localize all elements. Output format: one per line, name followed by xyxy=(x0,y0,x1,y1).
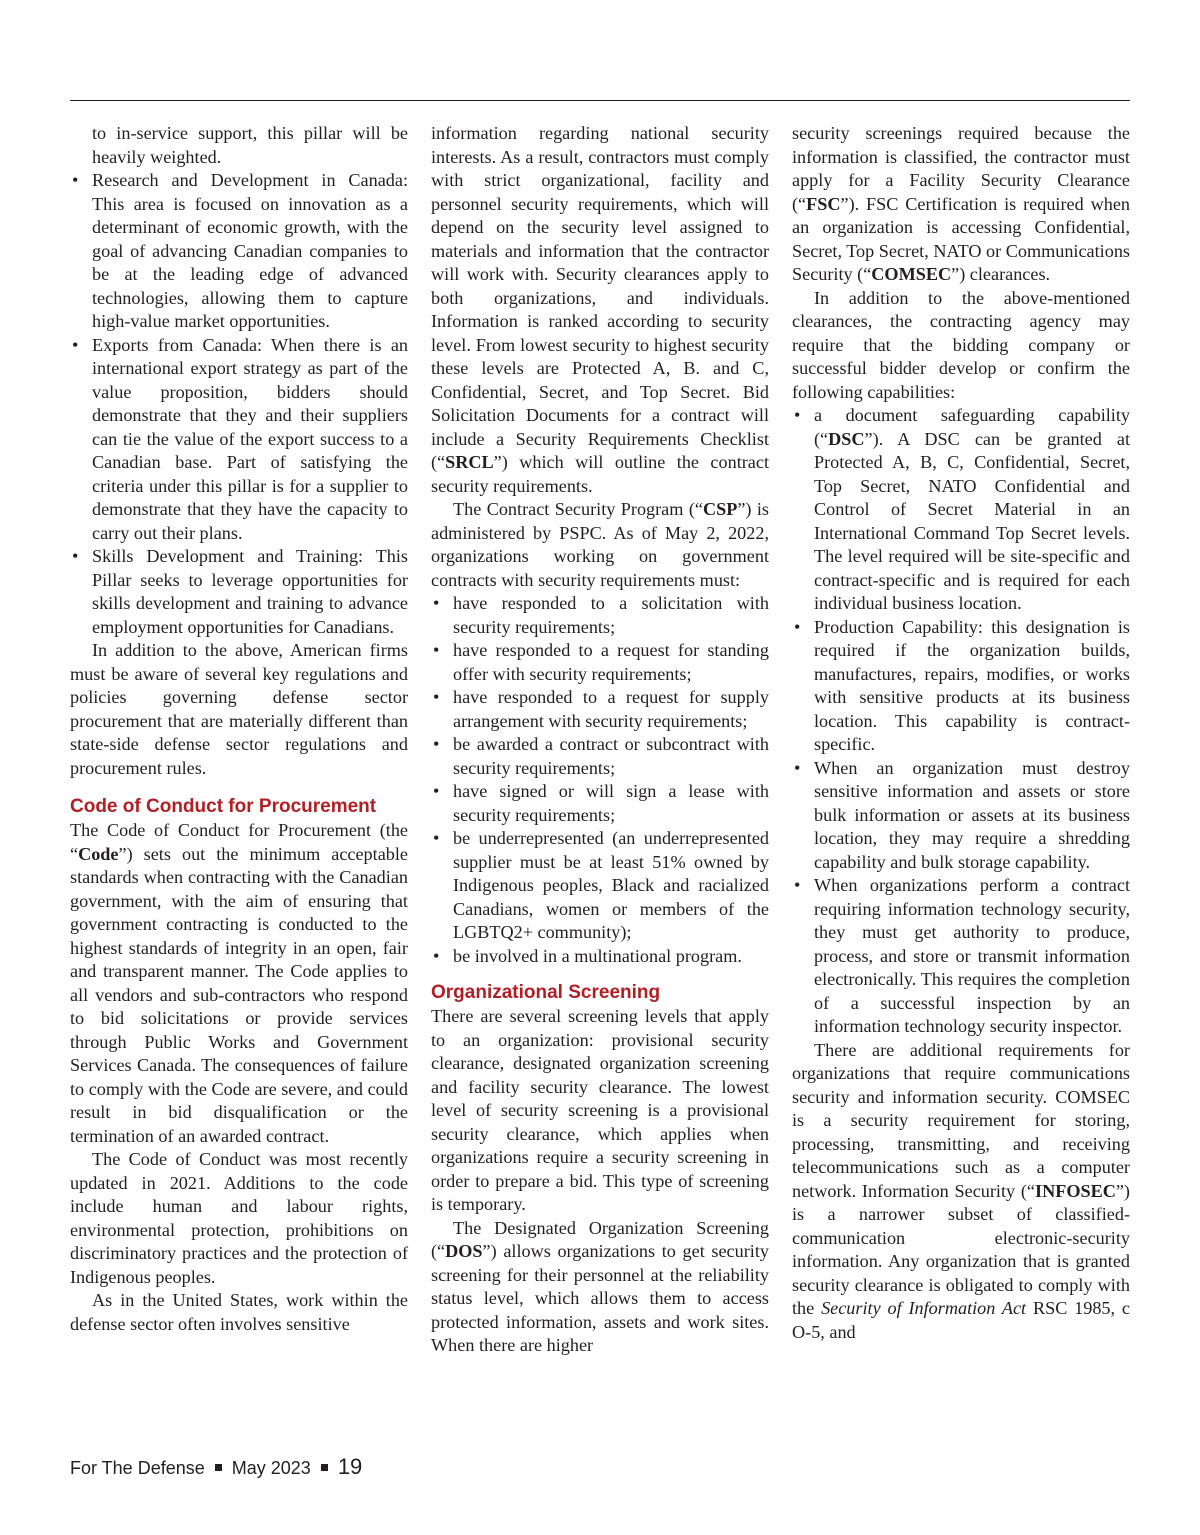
paragraph: In addition to the above, American firms must be aware of several key regulations and policies governing defense sector procurement that are materially different than state-side defense sector regulations and procurement rules. xyxy=(70,640,408,778)
paragraph: The Contract Security Program (“CSP”) is administered by PSPC. As of May 2, 2022, organizations working on government contracts with security requirements must: xyxy=(431,499,769,590)
list-item: • Exports from Canada: When there is an international export strategy as part of the value proposition, bidders should demonstrate that they and their suppliers can tie the value of the export success to a Canadian base. Part of satisfying the criteria under this pillar is for a supplier to demonstrate that they have the capacity to carry out their plans. xyxy=(70,334,408,546)
list-item: • a document safeguarding capability (“DSC”). A DSC can be granted at Protected A, B, C, Confidential, Secret, Top Secret, NATO Confidential and Control of Secret Material in an International Command Top Secret levels. The level required will be site-specific and contract-specific and is required for each individual business location. xyxy=(792,404,1130,616)
page-footer xyxy=(70,1454,362,1480)
list-item: • When an organization must destroy sensitive information and assets or store bulk information or assets at its business location, they may require a shredding capability and bulk storage capability. xyxy=(792,757,1130,875)
paragraph: information regarding national security interests. As a result, contractors must comply with strict organizational, facility and personnel security requirements, which will depend on the security level assigned to materials and information that the contractor will work with. Security clearances apply to both organizations, and individuals. Information is ranked according to security level. From lowest security to highest security these levels are Protected A, B. and C, Confidential, Secret, and Top Secret. Bid Solicitation Documents for a contract will include a Security Requirements Checklist (“SRCL”) which will outline the contract security requirements. xyxy=(431,123,769,496)
paragraph: There are additional requirements for organizations that require communications security and information security. COMSEC is a security requirement for storing, processing, transmitting, and receiving telecommunications such as a computer network. Information Security (“INFOSEC”) is a narrower subset of classified-communication electronic-security information. Any organization that is granted security clearance is obligated to comply with the Security of Information Act RSC 1985, c O-5, and xyxy=(792,1039,1130,1342)
page-number: 19 xyxy=(337,1454,363,1479)
issue-date: May 2023 xyxy=(231,1458,311,1478)
paragraph: There are several screening levels that apply to an organization: provisional security clearance, designated organization screening and facility security clearance. The lowest level of security screening is a provisional security clearance, which applies when organizations require a security screening in order to prepare a bid. This type of screening is temporary. xyxy=(431,1006,769,1214)
column-3 xyxy=(792,122,1130,1344)
list-item: • be awarded a contract or subcontract with security requirements; xyxy=(431,733,769,780)
requirements-list xyxy=(431,592,769,968)
column-2 xyxy=(431,122,769,1358)
publication-name: For The Defense xyxy=(70,1458,205,1478)
paragraph: The Code of Conduct was most recently updated in 2021. Additions to the code include human and labour rights, environmental protection, prohibitions on discriminatory practices and the protection of Indigenous peoples. xyxy=(70,1149,408,1287)
list-item: • Research and Development in Canada: This area is focused on innovation as a determinant of economic growth, with the goal of advancing Canadian companies to be at the leading edge of advanced technologies, allowing them to capture high-value market opportunities. xyxy=(70,169,408,334)
list-item: • Skills Development and Training: This Pillar seeks to leverage opportunities for skills development and training to advance employment opportunities for Canadians. xyxy=(70,545,408,639)
list-item: • have responded to a request for standing offer with security requirements; xyxy=(431,639,769,686)
paragraph: security screenings required because the information is classified, the contractor must apply for a Facility Security Clearance (“FSC”). FSC Certification is required when an organization is accessing Confidential, Secret, Top Secret, NATO or Communications Security (“COMSEC”) clearances. xyxy=(792,123,1131,284)
column-1 xyxy=(70,122,408,1336)
paragraph: In addition to the above-mentioned clearances, the contracting agency may require that the bidding company or successful bidder develop or confirm the following capabilities: xyxy=(792,287,1130,402)
section-heading-organizational-screening: Organizational Screening xyxy=(431,982,661,1003)
pillar-list xyxy=(70,122,408,639)
list-item: • When organizations perform a contract requiring information technology security, they must get authority to produce, process, and store or transmit information electronically. This requires the completion of a successful inspection by an information technology security inspector. xyxy=(792,874,1130,1039)
list-item-continued: to in-service support, this pillar will be heavily weighted. xyxy=(92,123,408,167)
capabilities-list xyxy=(792,404,1130,1039)
paragraph: The Designated Organization Screening (“DOS”) allows organizations to get security screening for their personnel at the reliability status level, which allows them to access protected information, assets and work sites. When there are higher xyxy=(431,1217,769,1355)
paragraph: As in the United States, work within the defense sector often involves sensitive xyxy=(70,1290,408,1334)
paragraph: The Code of Conduct for Procurement (the “Code”) sets out the minimum acceptable standards when contracting with the Canadian government, with the aim of ensuring that government contracting is conducted to the highest standards of integrity in an open, fair and transparent manner. The Code applies to all vendors and sub-contractors who respond to bid solicitations or provide services through Public Works and Government Services Canada. The consequences of failure to comply with the Code are severe, and could result in bid disqualification or the termination of an awarded contract. xyxy=(70,820,408,1146)
top-rule xyxy=(70,100,1130,101)
list-item: • have responded to a solicitation with security requirements; xyxy=(431,592,769,639)
separator-square-icon xyxy=(321,1464,328,1471)
list-item: • Production Capability: this designation is required if the organization builds, manufactures, repairs, modifies, or works with sensitive products at its business location. This capability is contract-specific. xyxy=(792,616,1130,757)
list-item: • be underrepresented (an underrepresented supplier must be at least 51% owned by Indigenous peoples, Black and racialized Canadians, women or members of the LGBTQ2+ community); xyxy=(431,827,769,945)
list-item: • be involved in a multinational program. xyxy=(431,945,769,969)
list-item: • have responded to a request for supply arrangement with security requirements; xyxy=(431,686,769,733)
list-item: • have signed or will sign a lease with security requirements; xyxy=(431,780,769,827)
section-heading-code-of-conduct: Code of Conduct for Procurement xyxy=(70,796,377,817)
separator-square-icon xyxy=(215,1464,222,1471)
